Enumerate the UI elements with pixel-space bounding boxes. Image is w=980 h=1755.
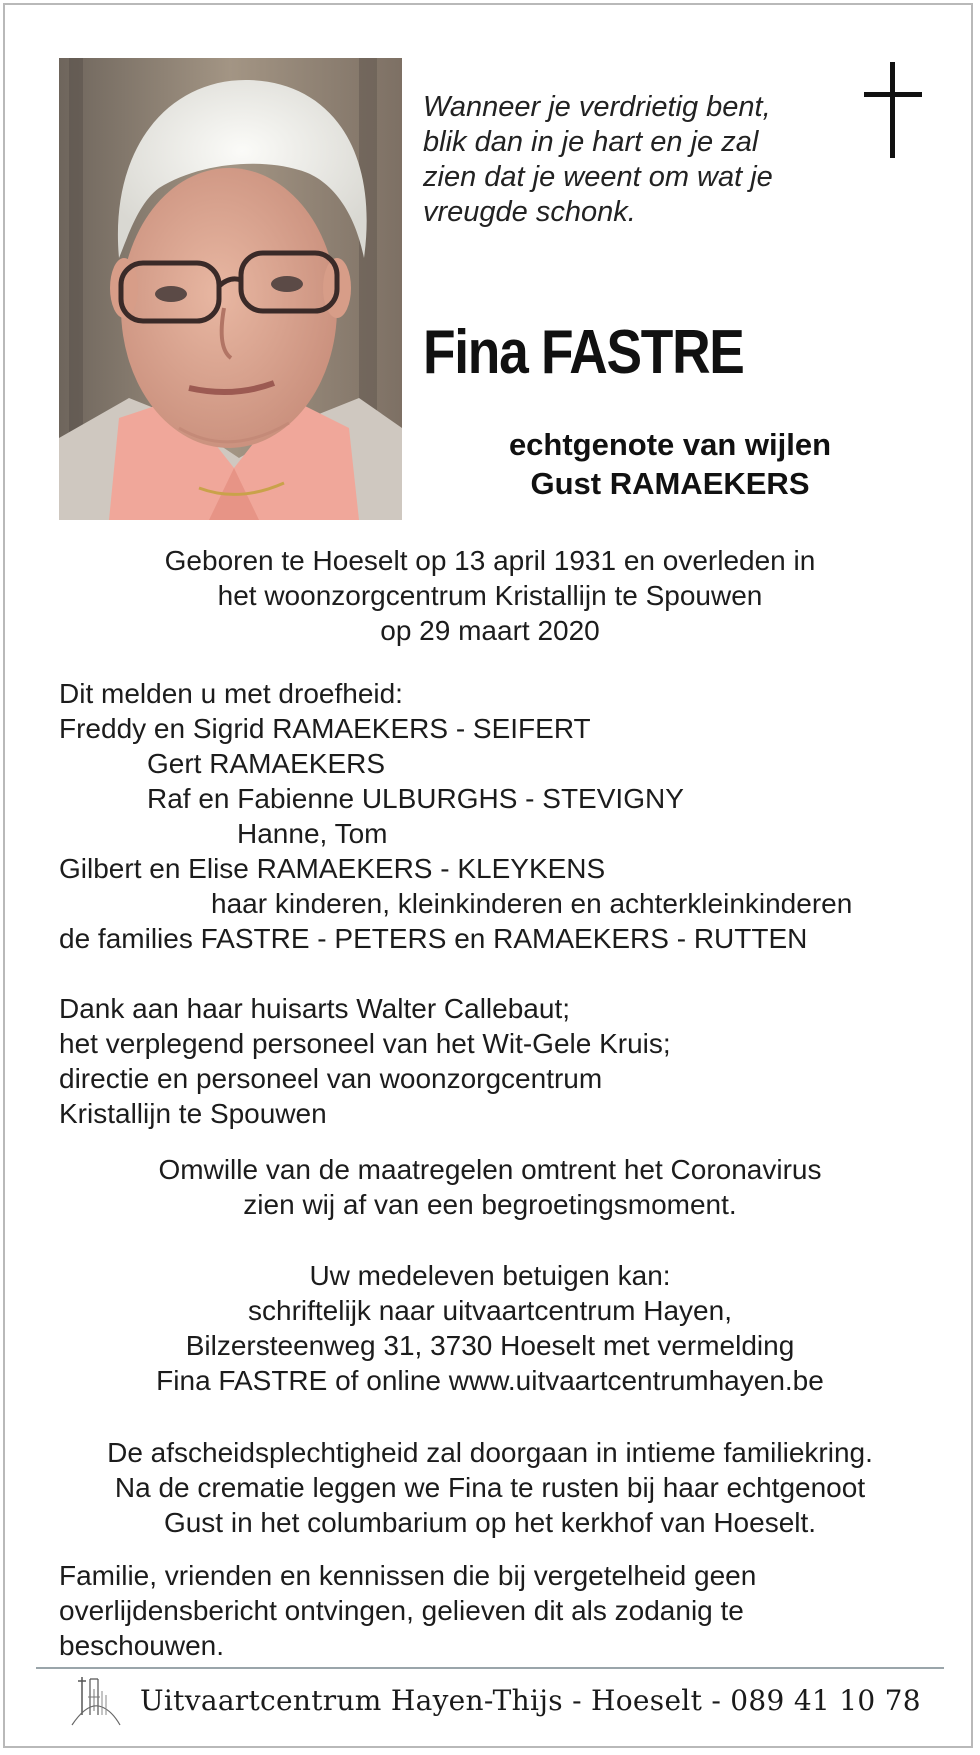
thanks-line: Kristallijn te Spouwen [59,1098,327,1129]
family-line: haar kinderen, kleinkinderen en achterkleinkinderen [211,888,853,919]
family-line: Gert RAMAEKERS [147,748,386,779]
memorial-poem: Wanneer je verdrietig bent, blik dan in je hart en je zal zien dat je weent om wat je vreugde schonk. [423,91,773,228]
family-list [59,676,959,956]
family-note-line: overlijdensbericht ontvingen, gelieven dit als zodanig te [59,1595,744,1626]
ceremony-line: Gust in het columbarium op het kerkhof van Hoeselt. [163,1507,817,1538]
condolence-line: Uw medeleven betuigen kan: [309,1260,671,1291]
ceremony-info [40,1435,940,1540]
birth-death-info [40,543,940,648]
family-line: de families FASTRE - PETERS en RAMAEKERS - RUTTEN [59,923,808,954]
birth-death-line: Geboren te Hoeselt op 13 april 1931 en overleden in [164,545,816,576]
portrait-photo [59,58,402,520]
thanks-section [59,991,959,1131]
thanks-line: directie en personeel van woonzorgcentrum [59,1063,603,1094]
condolence-line: schriftelijk naar uitvaartcentrum Hayen, [248,1295,732,1326]
funeral-home-footer: Uitvaartcentrum Hayen-Thijs - Hoeselt - 089 41 10 78 [140,1684,921,1717]
family-intro: Dit melden u met droefheid: [59,678,403,709]
family-note [59,1558,929,1663]
latin-cross-icon [864,62,922,160]
ceremony-line: De afscheidsplechtigheid zal doorgaan in intieme familiekring. [107,1437,873,1468]
family-note-line: beschouwen. [59,1630,225,1661]
corona-line: Omwille van de maatregelen omtrent het Coronavirus [158,1154,822,1185]
family-note-line: Familie, vrienden en kennissen die bij vergetelheid geen [59,1560,757,1591]
family-line: Freddy en Sigrid RAMAEKERS - SEIFERT [59,713,591,744]
birth-death-line: het woonzorgcentrum Kristallijn te Spouwen [217,580,763,611]
corona-notice [40,1152,940,1222]
corona-line: zien wij af van een begroetingsmoment. [243,1189,737,1220]
birth-death-line: op 29 maart 2020 [380,615,600,646]
deceased-name: Fina FASTRE [423,318,744,387]
thanks-line: het verplegend personeel van het Wit-Gele Kruis; [59,1028,671,1059]
spouse-info [420,425,920,503]
spouse-line-1: echtgenote van wijlen [508,427,832,462]
family-line: Raf en Fabienne ULBURGHS - STEVIGNY [147,783,684,814]
family-line: Gilbert en Elise RAMAEKERS - KLEYKENS [59,853,606,884]
ceremony-line: Na de crematie leggen we Fina te rusten bij haar echtgenoot [114,1472,866,1503]
thanks-line: Dank aan haar huisarts Walter Callebaut; [59,993,570,1024]
funeral-home-logo-icon [68,1671,124,1727]
condolence-info [40,1258,940,1398]
condolence-line: Bilzersteenweg 31, 3730 Hoeselt met vermelding [185,1330,795,1361]
spouse-line-2: Gust RAMAEKERS [530,466,810,501]
condolence-line: Fina FASTRE of online www.uitvaartcentrumhayen.be [156,1365,824,1396]
family-line: Hanne, Tom [237,818,388,849]
footer-divider [36,1667,944,1669]
